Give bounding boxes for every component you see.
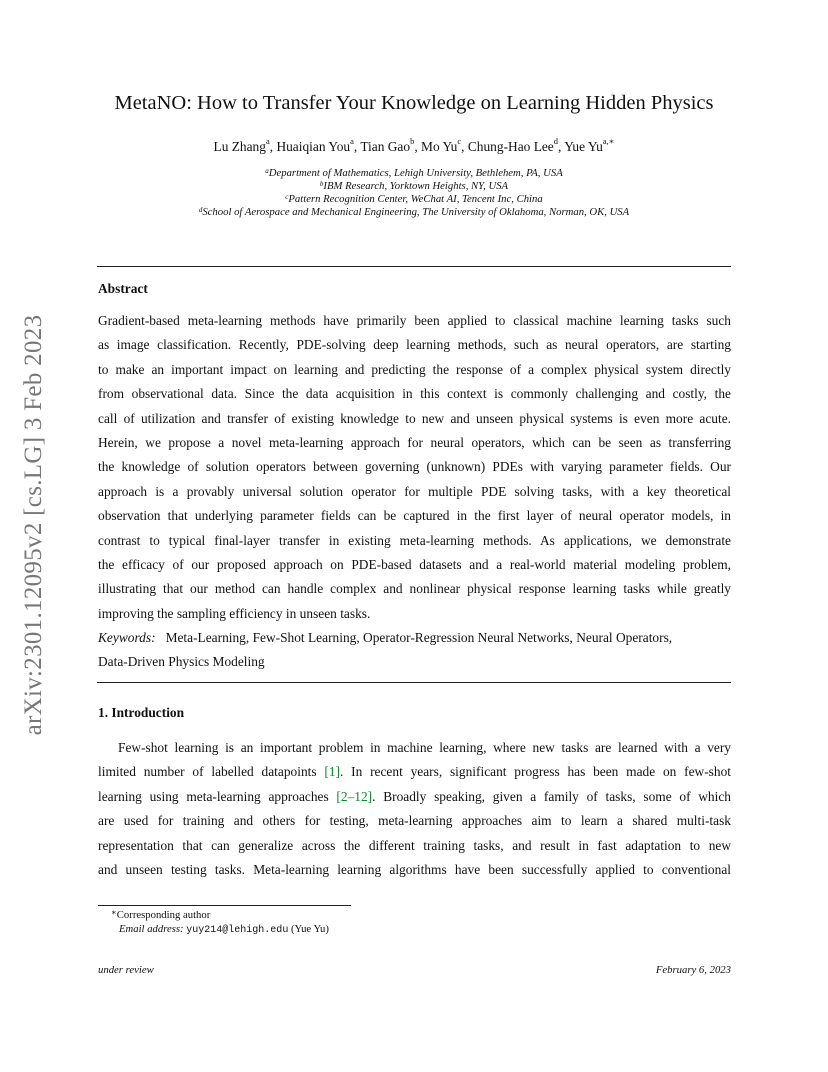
keywords-label: Keywords: xyxy=(98,630,156,645)
introduction-heading: 1. Introduction xyxy=(98,705,185,720)
footnote-rule xyxy=(98,905,351,906)
intro-line: are used for training and others for testing, meta-learning approaches aim to learn a shared multi-task xyxy=(98,813,731,829)
abstract-heading: Abstract xyxy=(98,281,148,296)
affiliations xyxy=(0,167,828,219)
author-separator: , xyxy=(269,139,277,154)
affiliation-text: School of Aerospace and Mechanical Engineering, The University of Oklahoma, Norman, OK, USA xyxy=(202,206,630,218)
abstract-line: Gradient-based meta-learning methods have primarily been applied to classical machine learning tasks such xyxy=(98,313,731,328)
abstract-line: the knowledge of solution operators between governing (unknown) PDEs with varying parameter fields. Our xyxy=(98,459,731,475)
bottom-rule xyxy=(97,682,731,683)
abstract-line: improving the sampling efficiency in unseen tasks. xyxy=(98,605,371,621)
corresponding-author: Corresponding author xyxy=(116,909,211,921)
email-owner: (Yue Yu) xyxy=(288,923,329,935)
intro-line: learning using meta-learning approaches [2–12]. Broadly speaking, given a family of tasks, some of which xyxy=(98,788,731,804)
author-name: Mo Yu xyxy=(421,139,458,154)
paper-title: MetaNO: How to Transfer Your Knowledge on Learning Hidden Physics xyxy=(114,92,714,114)
introduction-body xyxy=(98,736,731,882)
author-separator: , xyxy=(414,139,422,154)
author-affiliation-mark: a,∗ xyxy=(602,136,615,146)
author-separator: , xyxy=(558,139,565,154)
author-list xyxy=(0,136,828,155)
affiliation-text: IBM Research, Yorktown Heights, NY, USA xyxy=(323,180,509,192)
footnote xyxy=(111,908,329,938)
affiliation xyxy=(0,167,828,180)
author-separator: , xyxy=(461,139,468,154)
affiliation-text: Department of Mathematics, Lehigh University, Bethlehem, PA, USA xyxy=(268,167,563,179)
intro-line: representation that can generalize across the different training tasks, and result in fast adaptation to new xyxy=(98,837,731,853)
abstract-line: Herein, we propose a novel meta-learning approach for neural operators, which can be seen as transferring xyxy=(98,434,731,450)
abstract-line: illustrating that our method can handle complex and nonlinear physical response learning tasks while greatly xyxy=(98,581,731,597)
abstract-line: from observational data. Since the data acquisition in this context is commonly challenging and costly, the xyxy=(98,386,731,402)
keywords-line-1: Meta-Learning, Few-Shot Learning, Operator-Regression Neural Networks, Neural Operators, xyxy=(165,630,673,645)
keywords-line-2: Data-Driven Physics Modeling xyxy=(98,654,265,670)
abstract-line: observation that underlying parameter fields can be captured in the first layer of neural operator models, in xyxy=(98,508,731,524)
author-affiliation-mark: a xyxy=(265,136,270,146)
email-label: Email address: xyxy=(119,923,184,935)
keywords xyxy=(98,626,731,675)
abstract-line: the efficacy of our proposed approach on PDE-based datasets and a real-world material modeling problem, xyxy=(98,556,731,572)
author-name: Chung-Hao Lee xyxy=(467,139,554,154)
abstract-line: contrast to typical final-layer transfer in existing meta-learning methods. As applications, we demonstrate xyxy=(98,532,731,548)
intro-line: limited number of labelled datapoints [1]. In recent years, significant progress has been made on few-shot xyxy=(98,764,731,780)
intro-line: and unseen testing tasks. Meta-learning learning algorithms have been successfully applied to conventional xyxy=(98,861,731,877)
author-affiliation-mark: c xyxy=(457,136,462,146)
intro-line: Few-shot learning is an important problem in machine learning, where new tasks are learned with a very xyxy=(118,740,731,755)
author-affiliation-mark: d xyxy=(553,136,559,146)
abstract-line: call of utilization and transfer of existing knowledge to new and unseen physical systems is even more acute. xyxy=(98,410,731,426)
abstract-line: to make an important impact on learning and predicting the response of a complex physical system directly xyxy=(98,361,731,377)
author-name: Yue Yu xyxy=(564,139,603,154)
affiliation xyxy=(0,206,828,219)
author-name: Huaiqian You xyxy=(276,139,351,154)
citation-link[interactable]: [2–12] xyxy=(336,788,373,804)
author-affiliation-mark: b xyxy=(410,136,415,146)
author-affiliation-mark: a xyxy=(350,136,354,146)
author-name: Tian Gao xyxy=(360,139,411,154)
email-address[interactable]: yuy214@lehigh.edu xyxy=(186,925,289,936)
abstract-body xyxy=(98,309,731,626)
footnote-mark: ∗ xyxy=(111,907,117,917)
affiliation-mark: b xyxy=(319,180,324,188)
arxiv-identifier: arXiv:2301.12095v2 [cs.LG] 3 Feb 2023 xyxy=(20,314,47,736)
footer-date: February 6, 2023 xyxy=(655,964,731,976)
footer-status: under review xyxy=(98,964,154,976)
abstract-line: approach is a provably universal solution operator for multiple PDE solving tasks, with a key theoretical xyxy=(98,483,731,499)
affiliation-mark: c xyxy=(285,193,289,201)
affiliation-mark: d xyxy=(198,206,203,214)
author-separator: , xyxy=(353,139,361,154)
affiliation-mark: a xyxy=(265,167,269,175)
abstract-line: as image classification. Recently, PDE-solving deep learning methods, such as neural operators, are starting xyxy=(98,337,731,353)
citation-link[interactable]: [1] xyxy=(324,764,340,780)
affiliation xyxy=(0,180,828,193)
top-rule xyxy=(97,266,731,267)
author-name: Lu Zhang xyxy=(213,139,266,154)
affiliation xyxy=(0,193,828,206)
affiliation-text: Pattern Recognition Center, WeChat AI, Tencent Inc, China xyxy=(288,193,543,205)
